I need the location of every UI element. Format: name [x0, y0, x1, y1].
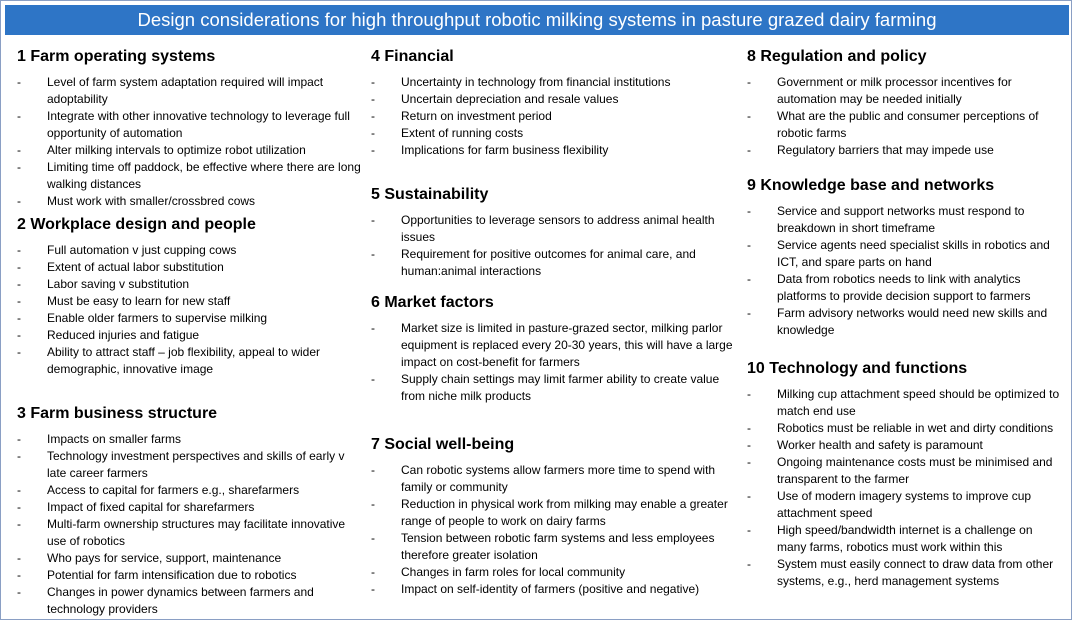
list-item: - Supply chain settings may limit farmer ability to create value from niche milk products: [369, 371, 739, 405]
list-item: - Requirement for positive outcomes for animal care, and human:animal interactions: [369, 246, 739, 280]
diagram-title: Design considerations for high throughput robotic milking systems in pasture grazed dairy farming: [5, 5, 1069, 35]
list-item: - Regulatory barriers that may impede use: [745, 142, 1063, 159]
section-title: 6 Market factors: [371, 294, 494, 311]
section-title: 3 Farm business structure: [17, 405, 218, 422]
section-regulation-and-policy: [745, 46, 1063, 159]
section-title: 1 Farm operating systems: [17, 48, 216, 65]
list-item: - Impact of fixed capital for sharefarmers: [15, 499, 363, 516]
list-item: - Ongoing maintenance costs must be minimised and transparent to the farmer: [745, 454, 1063, 488]
list-item: - Robotics must be reliable in wet and dirty conditions: [745, 420, 1063, 437]
list-item: - Must be easy to learn for new staff: [15, 293, 363, 310]
section-workplace-design-and-people: [15, 214, 363, 378]
section-title: 9 Knowledge base and networks: [747, 177, 995, 194]
list-item: - Implications for farm business flexibility: [369, 142, 739, 159]
section-title: 5 Sustainability: [371, 186, 489, 203]
list-item: - Integrate with other innovative technology to leverage full opportunity of automation: [15, 108, 363, 142]
item-list: [369, 212, 739, 280]
list-item: - Service and support networks must respond to breakdown in short timeframe: [745, 203, 1063, 237]
item-list: [745, 386, 1063, 590]
list-item: - Data from robotics needs to link with analytics platforms to provide decision support to farmers: [745, 271, 1063, 305]
list-item: - Enable older farmers to supervise milking: [15, 310, 363, 327]
list-item: - Impact on self-identity of farmers (positive and negative): [369, 581, 739, 598]
list-item: - System must easily connect to draw data from other systems, e.g., herd management systems: [745, 556, 1063, 590]
list-item: - Full automation v just cupping cows: [15, 242, 363, 259]
list-item: - Access to capital for farmers e.g., sharefarmers: [15, 482, 363, 499]
list-item: - Reduced injuries and fatigue: [15, 327, 363, 344]
section-social-well-being: [369, 434, 739, 598]
item-list: [15, 242, 363, 378]
list-item: - Service agents need specialist skills in robotics and ICT, and spare parts on hand: [745, 237, 1063, 271]
section-knowledge-base-and-networks: [745, 175, 1063, 339]
section-title: 10 Technology and functions: [747, 360, 968, 377]
item-list: [15, 74, 363, 210]
section-title: 4 Financial: [371, 48, 454, 65]
list-item: - Return on investment period: [369, 108, 739, 125]
list-item: - Extent of actual labor substitution: [15, 259, 363, 276]
section-farm-operating-systems: [15, 46, 363, 210]
section-title: 2 Workplace design and people: [17, 216, 256, 233]
list-item: - Government or milk processor incentives for automation may be needed initially: [745, 74, 1063, 108]
list-item: - Multi-farm ownership structures may facilitate innovative use of robotics: [15, 516, 363, 550]
item-list: [745, 203, 1063, 339]
list-item: - Impacts on smaller farms: [15, 431, 363, 448]
list-item: - Changes in power dynamics between farmers and technology providers: [15, 584, 363, 618]
list-item: - Can robotic systems allow farmers more time to spend with family or community: [369, 462, 739, 496]
section-farm-business-structure: [15, 403, 363, 618]
section-financial: [369, 46, 739, 159]
section-technology-and-functions: [745, 358, 1063, 590]
section-title: 7 Social well-being: [371, 436, 515, 453]
list-item: - Must work with smaller/crossbred cows: [15, 193, 363, 210]
list-item: - Farm advisory networks would need new skills and knowledge: [745, 305, 1063, 339]
list-item: - High speed/bandwidth internet is a challenge on many farms, robotics must work within this: [745, 522, 1063, 556]
list-item: - Reduction in physical work from milking may enable a greater range of people to work on dairy farms: [369, 496, 739, 530]
list-item: - Alter milking intervals to optimize robot utilization: [15, 142, 363, 159]
section-market-factors: [369, 292, 739, 405]
list-item: - Market size is limited in pasture-grazed sector, milking parlor equipment is replaced every 20-30 years, this will have a large impact on cost-benefit for farmers: [369, 320, 739, 371]
list-item: - Uncertainty in technology from financial institutions: [369, 74, 739, 91]
list-item: - Ability to attract staff – job flexibility, appeal to wider demographic, innovative image: [15, 344, 363, 378]
list-item: - Use of modern imagery systems to improve cup attachment speed: [745, 488, 1063, 522]
list-item: - Level of farm system adaptation required will impact adoptability: [15, 74, 363, 108]
list-item: - Technology investment perspectives and skills of early v late career farmers: [15, 448, 363, 482]
item-list: [369, 462, 739, 598]
section-sustainability: [369, 184, 739, 280]
list-item: - Potential for farm intensification due to robotics: [15, 567, 363, 584]
list-item: - Tension between robotic farm systems and less employees therefore greater isolation: [369, 530, 739, 564]
item-list: [15, 431, 363, 618]
item-list: [369, 74, 739, 159]
list-item: - Opportunities to leverage sensors to address animal health issues: [369, 212, 739, 246]
list-item: - Milking cup attachment speed should be optimized to match end use: [745, 386, 1063, 420]
list-item: - Uncertain depreciation and resale values: [369, 91, 739, 108]
item-list: [745, 74, 1063, 159]
list-item: - Worker health and safety is paramount: [745, 437, 1063, 454]
list-item: - Labor saving v substitution: [15, 276, 363, 293]
list-item: - Extent of running costs: [369, 125, 739, 142]
item-list: [369, 320, 739, 405]
section-title: 8 Regulation and policy: [747, 48, 927, 65]
list-item: - Who pays for service, support, maintenance: [15, 550, 363, 567]
list-item: - Limiting time off paddock, be effective where there are long walking distances: [15, 159, 363, 193]
list-item: - What are the public and consumer perceptions of robotic farms: [745, 108, 1063, 142]
list-item: - Changes in farm roles for local community: [369, 564, 739, 581]
